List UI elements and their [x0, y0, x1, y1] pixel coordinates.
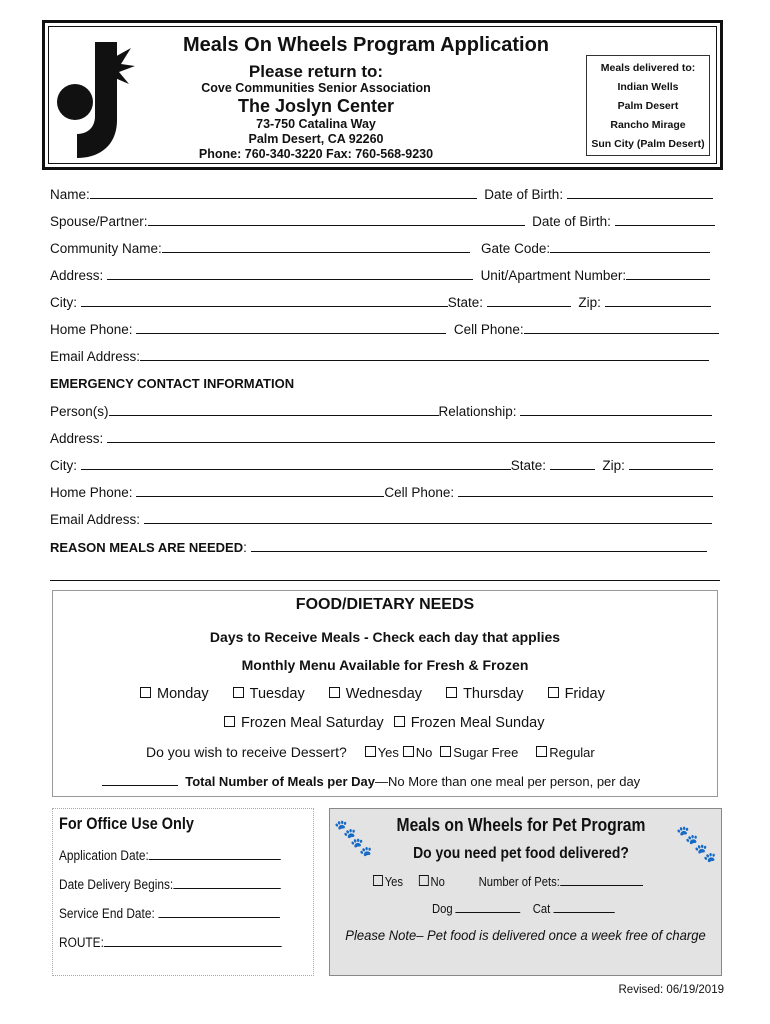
- paw-print-icon: 🐾: [676, 825, 699, 845]
- city-row: [50, 294, 711, 310]
- dessert-regular[interactable]: [536, 745, 595, 760]
- pet-food-question: Do you need pet food delivered?: [413, 845, 629, 862]
- delivery-begins-label: Date Delivery Begins:: [59, 877, 174, 892]
- thursday-label: Thursday: [463, 686, 524, 702]
- unit-field[interactable]: [626, 267, 710, 280]
- association-name: Cove Communities Senior Association: [201, 81, 431, 95]
- emergency-email-field[interactable]: [144, 511, 712, 524]
- name-field[interactable]: [90, 186, 477, 199]
- pet-answer-row: [373, 873, 643, 889]
- form-title: Meals On Wheels Program Application: [183, 34, 549, 56]
- tuesday-label: Tuesday: [249, 686, 305, 702]
- reason-field[interactable]: [251, 539, 707, 552]
- application-date-label: Application Date:: [59, 848, 149, 863]
- checkbox-icon: [233, 687, 244, 698]
- emergency-city-row: [50, 457, 713, 473]
- community-field[interactable]: [162, 240, 470, 253]
- monthly-menu-note: Monthly Menu Available for Fresh & Frozen: [241, 657, 529, 673]
- checkbox-tuesday[interactable]: [233, 686, 305, 702]
- emergency-address-field[interactable]: [107, 430, 715, 443]
- checkbox-frozen-sunday[interactable]: [394, 715, 545, 731]
- checkbox-icon: [446, 687, 457, 698]
- dog-count-field[interactable]: [456, 900, 521, 913]
- number-of-pets-label: Number of Pets:: [478, 875, 560, 889]
- delivery-city: Rancho Mirage: [610, 119, 686, 131]
- monday-label: Monday: [157, 686, 209, 702]
- pet-yes-option[interactable]: [373, 875, 403, 889]
- frozen-saturday-label: Frozen Meal Saturday: [241, 715, 384, 731]
- relationship-label: Relationship:: [438, 404, 517, 419]
- checkbox-icon: [394, 716, 405, 727]
- dob-field[interactable]: [567, 186, 713, 199]
- emergency-email-label: Email Address:: [50, 512, 141, 527]
- pet-note: Please Note– Pet food is delivered once a week free of charge: [345, 927, 706, 943]
- email-label: Email Address:: [50, 349, 141, 364]
- checkbox-icon: [140, 687, 151, 698]
- checkbox-friday[interactable]: [548, 686, 605, 702]
- dessert-sugar-free[interactable]: [440, 745, 518, 760]
- total-meals-label: Total Number of Meals per Day: [185, 774, 375, 789]
- emergency-address-row: [50, 430, 715, 446]
- pet-type-row: [432, 900, 615, 916]
- phone-row: [50, 321, 719, 337]
- total-meals-field[interactable]: [102, 773, 178, 786]
- total-meals-note: —No More than one meal per person, per day: [374, 774, 641, 789]
- address-label: Address:: [50, 268, 104, 283]
- emergency-person-label: Person(s): [50, 404, 109, 419]
- delivery-area-title: Meals delivered to:: [600, 62, 696, 74]
- center-city: Palm Desert, CA 92260: [248, 132, 384, 146]
- spouse-dob-label: Date of Birth:: [532, 214, 611, 229]
- center-name: The Joslyn Center: [237, 96, 395, 116]
- emergency-person-field[interactable]: [109, 403, 439, 416]
- revised-date: Revised: 06/19/2019: [618, 984, 724, 996]
- emergency-phone-row: [50, 484, 713, 500]
- dessert-row: [146, 744, 595, 760]
- community-row: [50, 240, 710, 256]
- emergency-home-phone-label: Home Phone:: [50, 485, 133, 500]
- application-date-field[interactable]: [149, 847, 281, 860]
- dessert-question: Do you wish to receive Dessert?: [146, 744, 347, 760]
- delivery-begins-field[interactable]: [173, 876, 280, 889]
- checkbox-monday[interactable]: [140, 686, 209, 702]
- zip-label: Zip:: [578, 295, 601, 310]
- unit-label: Unit/Apartment Number:: [480, 268, 627, 283]
- spouse-label: Spouse/Partner:: [50, 214, 148, 229]
- email-row: [50, 348, 709, 364]
- emergency-email-row: [50, 511, 712, 527]
- pet-yes-label: Yes: [384, 875, 404, 889]
- relationship-field[interactable]: [520, 403, 712, 416]
- route-field[interactable]: [104, 934, 282, 947]
- checkbox-icon: [373, 875, 383, 886]
- paw-print-icon: 🐾: [694, 843, 717, 863]
- spouse-dob-field[interactable]: [615, 213, 715, 226]
- emergency-heading: EMERGENCY CONTACT INFORMATION: [50, 376, 295, 391]
- zip-field[interactable]: [605, 294, 711, 307]
- pet-program-title: Meals on Wheels for Pet Program: [396, 815, 646, 835]
- emergency-state-field[interactable]: [550, 457, 595, 470]
- service-end-label: Service End Date:: [59, 906, 155, 921]
- wednesday-label: Wednesday: [345, 686, 423, 702]
- sugar-free-label: Sugar Free: [453, 745, 519, 760]
- gate-code-label: Gate Code:: [481, 241, 551, 256]
- spouse-row: [50, 213, 715, 229]
- pet-no-label: No: [430, 875, 445, 889]
- checkbox-icon: [403, 746, 414, 757]
- dog-label: Dog: [432, 902, 453, 916]
- emergency-home-phone-field[interactable]: [136, 484, 384, 497]
- city-label: City:: [50, 295, 77, 310]
- cat-count-field[interactable]: [553, 900, 614, 913]
- checkbox-icon: [224, 716, 235, 727]
- friday-label: Friday: [564, 686, 605, 702]
- reason-label: REASON MEALS ARE NEEDED: [50, 540, 244, 555]
- food-heading: FOOD/DIETARY NEEDS: [295, 596, 475, 613]
- checkbox-icon: [536, 746, 547, 757]
- route-row: [59, 934, 282, 950]
- state-label: State:: [447, 295, 484, 310]
- delivery-begins-row: [59, 876, 281, 892]
- emergency-address-label: Address:: [50, 431, 104, 446]
- total-meals-row: [102, 773, 640, 789]
- reason-row: [50, 539, 707, 555]
- checkbox-wednesday[interactable]: [329, 686, 422, 702]
- emergency-state-label: State:: [510, 458, 547, 473]
- checkbox-frozen-saturday[interactable]: [224, 715, 384, 731]
- delivery-area-box: [586, 55, 710, 156]
- service-end-row: [59, 905, 280, 921]
- service-end-field[interactable]: [158, 905, 279, 918]
- emergency-person-row: [50, 403, 712, 419]
- center-phone: Phone: 760-340-3220 Fax: 760-568-9230: [198, 147, 434, 161]
- regular-label: Regular: [549, 745, 595, 760]
- reason-line-2[interactable]: [50, 580, 720, 581]
- emergency-city-field[interactable]: [81, 457, 511, 470]
- name-label: Name:: [50, 187, 90, 202]
- home-phone-label: Home Phone:: [50, 322, 133, 337]
- state-field[interactable]: [487, 294, 571, 307]
- cell-phone-field[interactable]: [524, 321, 719, 334]
- delivery-city: Palm Desert: [617, 100, 679, 112]
- dob-label: Date of Birth:: [484, 187, 564, 202]
- dessert-yes[interactable]: [365, 745, 399, 760]
- home-phone-field[interactable]: [136, 321, 446, 334]
- frozen-sunday-label: Frozen Meal Sunday: [410, 715, 545, 731]
- weekend-options: [224, 715, 544, 731]
- return-to-label: Please return to:: [248, 62, 384, 81]
- weekday-options: [140, 686, 605, 702]
- email-field[interactable]: [140, 348, 709, 361]
- city-field[interactable]: [81, 294, 448, 307]
- address-field[interactable]: [107, 267, 473, 280]
- spouse-field[interactable]: [148, 213, 525, 226]
- reason-colon: :: [243, 540, 247, 555]
- delivery-city: Indian Wells: [617, 81, 679, 93]
- address-row: [50, 267, 710, 283]
- emergency-cell-phone-label: Cell Phone:: [384, 485, 455, 500]
- cell-phone-label: Cell Phone:: [453, 322, 524, 337]
- checkbox-icon: [365, 746, 376, 757]
- checkbox-icon: [329, 687, 340, 698]
- number-of-pets-field[interactable]: [560, 873, 643, 886]
- checkbox-icon: [440, 746, 451, 757]
- emergency-cell-phone-field[interactable]: [458, 484, 713, 497]
- pet-no-option[interactable]: [419, 875, 445, 889]
- joslyn-logo: [55, 38, 135, 160]
- emergency-city-label: City:: [50, 458, 77, 473]
- dessert-no[interactable]: [403, 745, 433, 760]
- checkbox-thursday[interactable]: [446, 686, 523, 702]
- cat-label: Cat: [532, 902, 551, 916]
- dessert-yes-label: Yes: [377, 745, 399, 760]
- emergency-zip-field[interactable]: [629, 457, 713, 470]
- office-use-heading: For Office Use Only: [59, 814, 194, 833]
- emergency-zip-label: Zip:: [602, 458, 625, 473]
- delivery-city: Sun City (Palm Desert): [591, 138, 705, 150]
- paw-print-icon: 🐾: [350, 837, 373, 857]
- gate-code-field[interactable]: [550, 240, 710, 253]
- name-row: [50, 186, 713, 202]
- community-label: Community Name:: [50, 241, 162, 256]
- route-label: ROUTE:: [59, 935, 104, 950]
- center-street: 73-750 Catalina Way: [256, 117, 376, 131]
- checkbox-icon: [548, 687, 559, 698]
- days-instruction: Days to Receive Meals - Check each day that applies: [209, 629, 561, 645]
- application-date-row: [59, 847, 281, 863]
- paw-print-icon: 🐾: [334, 819, 357, 839]
- checkbox-icon: [419, 875, 429, 886]
- dessert-no-label: No: [415, 745, 433, 760]
